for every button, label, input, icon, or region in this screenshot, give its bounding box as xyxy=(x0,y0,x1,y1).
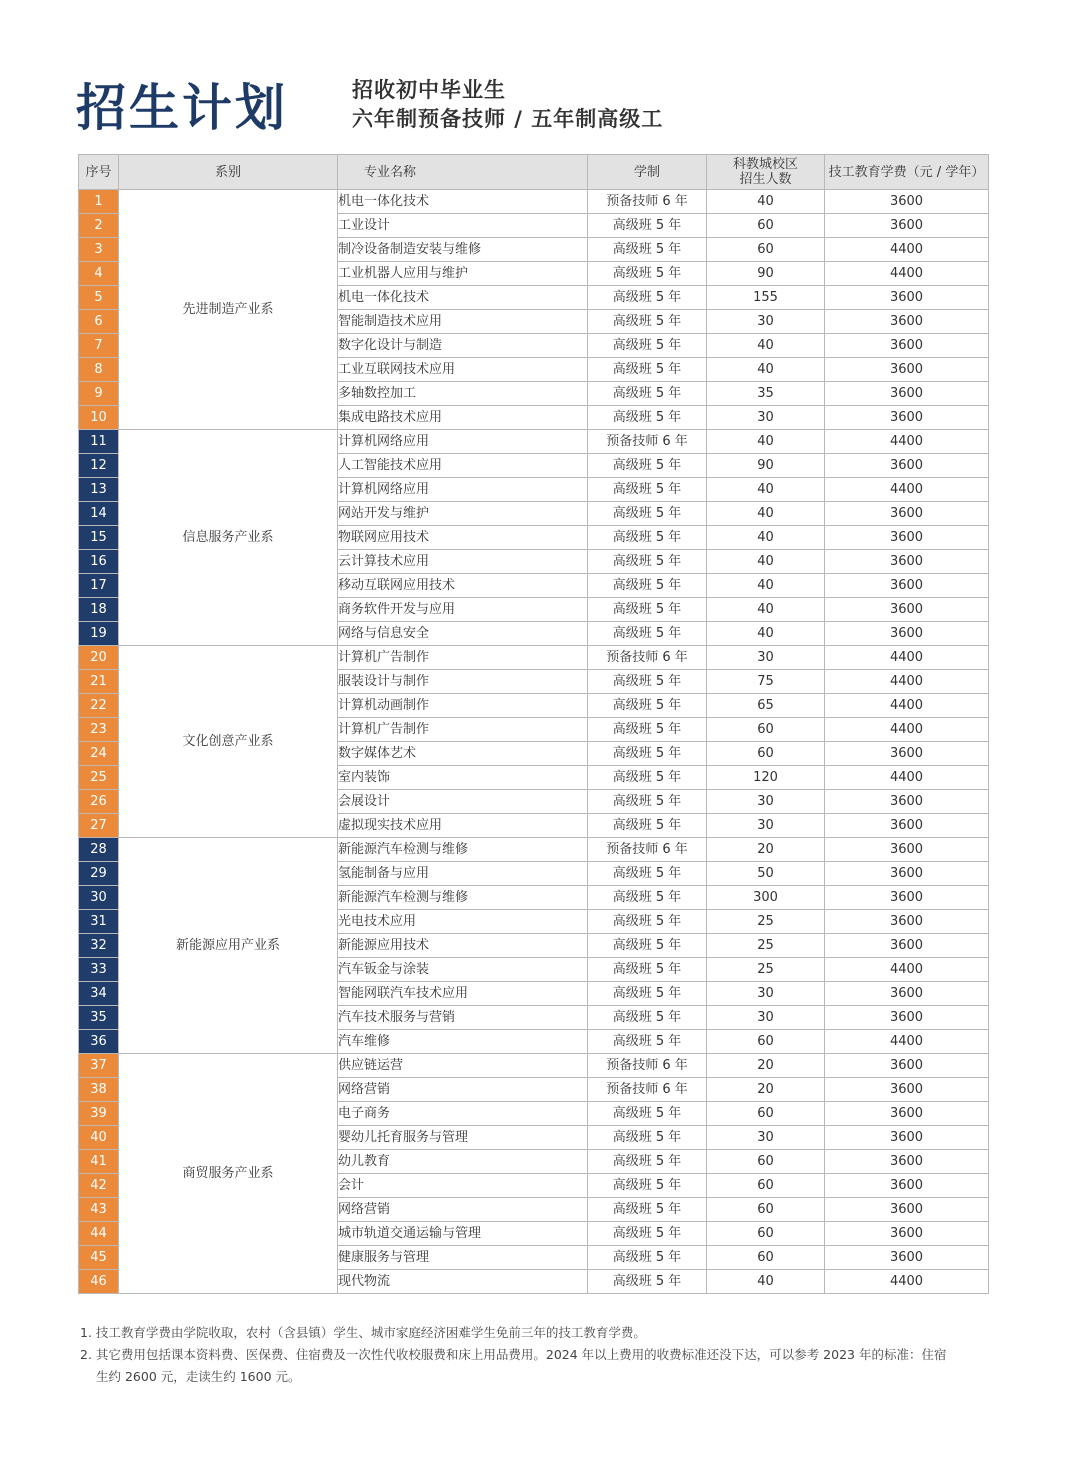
program-cell: 高级班 5 年 xyxy=(588,1198,707,1222)
tuition-cell: 4400 xyxy=(825,646,989,670)
major-cell: 幼儿教育 xyxy=(338,1150,588,1174)
tuition-cell: 3600 xyxy=(825,1246,989,1270)
quota-cell: 30 xyxy=(707,406,825,430)
table-row xyxy=(79,190,989,214)
row-index: 5 xyxy=(79,286,119,310)
row-index: 12 xyxy=(79,454,119,478)
row-index: 1 xyxy=(79,190,119,214)
program-cell: 高级班 5 年 xyxy=(588,670,707,694)
header-quota: 科教城校区 招生人数 xyxy=(707,155,825,190)
footnote-1: 1. 技工教育学费由学院收取，农村（含县镇）学生、城市家庭经济困难学生免前三年的技工教育学费。 xyxy=(80,1325,646,1340)
page-title: 招生计划 xyxy=(76,79,288,137)
row-index: 28 xyxy=(79,838,119,862)
program-cell: 高级班 5 年 xyxy=(588,550,707,574)
tuition-cell: 3600 xyxy=(825,1222,989,1246)
tuition-cell: 3600 xyxy=(825,550,989,574)
quota-cell: 50 xyxy=(707,862,825,886)
quota-cell: 30 xyxy=(707,646,825,670)
department-cell: 商贸服务产业系 xyxy=(119,1054,338,1294)
row-index: 3 xyxy=(79,238,119,262)
quota-cell: 60 xyxy=(707,718,825,742)
major-cell: 集成电路技术应用 xyxy=(338,406,588,430)
major-cell: 电子商务 xyxy=(338,1102,588,1126)
program-cell: 高级班 5 年 xyxy=(588,622,707,646)
tuition-cell: 3600 xyxy=(825,358,989,382)
major-cell: 网络与信息安全 xyxy=(338,622,588,646)
major-cell: 新能源应用技术 xyxy=(338,934,588,958)
row-index: 37 xyxy=(79,1054,119,1078)
quota-cell: 90 xyxy=(707,262,825,286)
tuition-cell: 4400 xyxy=(825,766,989,790)
quota-cell: 20 xyxy=(707,838,825,862)
quota-cell: 30 xyxy=(707,1006,825,1030)
major-cell: 智能制造技术应用 xyxy=(338,310,588,334)
program-cell: 高级班 5 年 xyxy=(588,766,707,790)
quota-cell: 60 xyxy=(707,1246,825,1270)
tuition-cell: 3600 xyxy=(825,982,989,1006)
table-row xyxy=(79,430,989,454)
row-index: 24 xyxy=(79,742,119,766)
header-major: 专业名称 xyxy=(338,155,588,190)
row-index: 8 xyxy=(79,358,119,382)
program-cell: 高级班 5 年 xyxy=(588,910,707,934)
row-index: 9 xyxy=(79,382,119,406)
major-cell: 移动互联网应用技术 xyxy=(338,574,588,598)
program-cell: 高级班 5 年 xyxy=(588,934,707,958)
major-cell: 机电一体化技术 xyxy=(338,286,588,310)
row-index: 27 xyxy=(79,814,119,838)
tuition-cell: 4400 xyxy=(825,694,989,718)
quota-cell: 60 xyxy=(707,742,825,766)
quota-cell: 60 xyxy=(707,1030,825,1054)
program-cell: 高级班 5 年 xyxy=(588,958,707,982)
program-cell: 高级班 5 年 xyxy=(588,982,707,1006)
program-cell: 高级班 5 年 xyxy=(588,814,707,838)
program-cell: 高级班 5 年 xyxy=(588,478,707,502)
major-cell: 工业互联网技术应用 xyxy=(338,358,588,382)
row-index: 34 xyxy=(79,982,119,1006)
major-cell: 商务软件开发与应用 xyxy=(338,598,588,622)
quota-cell: 120 xyxy=(707,766,825,790)
quota-cell: 30 xyxy=(707,982,825,1006)
tuition-cell: 3600 xyxy=(825,838,989,862)
major-cell: 多轴数控加工 xyxy=(338,382,588,406)
major-cell: 计算机广告制作 xyxy=(338,646,588,670)
header-index: 序号 xyxy=(79,155,119,190)
quota-cell: 60 xyxy=(707,1102,825,1126)
major-cell: 物联网应用技术 xyxy=(338,526,588,550)
major-cell: 会计 xyxy=(338,1174,588,1198)
quota-cell: 30 xyxy=(707,814,825,838)
row-index: 11 xyxy=(79,430,119,454)
major-cell: 汽车技术服务与营销 xyxy=(338,1006,588,1030)
tuition-cell: 3600 xyxy=(825,502,989,526)
major-cell: 工业设计 xyxy=(338,214,588,238)
quota-cell: 40 xyxy=(707,574,825,598)
table-row xyxy=(79,838,989,862)
department-cell: 先进制造产业系 xyxy=(119,190,338,430)
row-index: 2 xyxy=(79,214,119,238)
program-cell: 高级班 5 年 xyxy=(588,262,707,286)
row-index: 16 xyxy=(79,550,119,574)
tuition-cell: 3600 xyxy=(825,286,989,310)
tuition-cell: 3600 xyxy=(825,622,989,646)
program-cell: 高级班 5 年 xyxy=(588,598,707,622)
tuition-cell: 3600 xyxy=(825,454,989,478)
table-header-row xyxy=(79,155,989,190)
table-row xyxy=(79,646,989,670)
row-index: 4 xyxy=(79,262,119,286)
program-cell: 高级班 5 年 xyxy=(588,454,707,478)
row-index: 31 xyxy=(79,910,119,934)
tuition-cell: 3600 xyxy=(825,742,989,766)
tuition-cell: 3600 xyxy=(825,382,989,406)
quota-cell: 20 xyxy=(707,1054,825,1078)
major-cell: 人工智能技术应用 xyxy=(338,454,588,478)
program-cell: 高级班 5 年 xyxy=(588,1174,707,1198)
row-index: 33 xyxy=(79,958,119,982)
header-tuition: 技工教育学费（元 / 学年） xyxy=(825,155,989,190)
major-cell: 制冷设备制造安装与维修 xyxy=(338,238,588,262)
footnotes xyxy=(80,1322,980,1388)
tuition-cell: 3600 xyxy=(825,1006,989,1030)
quota-cell: 40 xyxy=(707,622,825,646)
major-cell: 婴幼儿托育服务与管理 xyxy=(338,1126,588,1150)
quota-cell: 60 xyxy=(707,1150,825,1174)
quota-cell: 40 xyxy=(707,358,825,382)
tuition-cell: 3600 xyxy=(825,814,989,838)
program-cell: 高级班 5 年 xyxy=(588,502,707,526)
quota-cell: 25 xyxy=(707,958,825,982)
row-index: 6 xyxy=(79,310,119,334)
major-cell: 数字媒体艺术 xyxy=(338,742,588,766)
table-row xyxy=(79,1054,989,1078)
row-index: 20 xyxy=(79,646,119,670)
quota-cell: 60 xyxy=(707,1174,825,1198)
major-cell: 云计算技术应用 xyxy=(338,550,588,574)
major-cell: 智能网联汽车技术应用 xyxy=(338,982,588,1006)
row-index: 22 xyxy=(79,694,119,718)
row-index: 26 xyxy=(79,790,119,814)
tuition-cell: 3600 xyxy=(825,526,989,550)
footnote-2: 2. 其它费用包括课本资料费、医保费、住宿费及一次性代收校服费和床上用品费用。2024 年以上费用的收费标准还没下达，可以参考 2023 年的标准：住宿 xyxy=(80,1347,947,1362)
tuition-cell: 4400 xyxy=(825,670,989,694)
quota-cell: 60 xyxy=(707,238,825,262)
tuition-cell: 4400 xyxy=(825,1030,989,1054)
program-cell: 高级班 5 年 xyxy=(588,1222,707,1246)
row-index: 7 xyxy=(79,334,119,358)
header-department: 系别 xyxy=(119,155,338,190)
quota-cell: 25 xyxy=(707,934,825,958)
table-body xyxy=(79,190,989,1294)
major-cell: 供应链运营 xyxy=(338,1054,588,1078)
quota-cell: 40 xyxy=(707,598,825,622)
department-cell: 文化创意产业系 xyxy=(119,646,338,838)
row-index: 38 xyxy=(79,1078,119,1102)
major-cell: 会展设计 xyxy=(338,790,588,814)
program-cell: 高级班 5 年 xyxy=(588,382,707,406)
quota-cell: 75 xyxy=(707,670,825,694)
tuition-cell: 4400 xyxy=(825,1270,989,1294)
row-index: 30 xyxy=(79,886,119,910)
row-index: 14 xyxy=(79,502,119,526)
tuition-cell: 3600 xyxy=(825,910,989,934)
header-program: 学制 xyxy=(588,155,707,190)
quota-cell: 20 xyxy=(707,1078,825,1102)
program-cell: 高级班 5 年 xyxy=(588,526,707,550)
major-cell: 健康服务与管理 xyxy=(338,1246,588,1270)
tuition-cell: 3600 xyxy=(825,934,989,958)
program-cell: 高级班 5 年 xyxy=(588,862,707,886)
row-index: 25 xyxy=(79,766,119,790)
tuition-cell: 4400 xyxy=(825,958,989,982)
program-cell: 高级班 5 年 xyxy=(588,1102,707,1126)
tuition-cell: 3600 xyxy=(825,574,989,598)
tuition-cell: 4400 xyxy=(825,718,989,742)
quota-cell: 40 xyxy=(707,502,825,526)
program-cell: 高级班 5 年 xyxy=(588,1246,707,1270)
quota-cell: 40 xyxy=(707,526,825,550)
tuition-cell: 3600 xyxy=(825,214,989,238)
program-cell: 高级班 5 年 xyxy=(588,1126,707,1150)
quota-cell: 60 xyxy=(707,214,825,238)
row-index: 44 xyxy=(79,1222,119,1246)
row-index: 39 xyxy=(79,1102,119,1126)
tuition-cell: 3600 xyxy=(825,790,989,814)
major-cell: 计算机网络应用 xyxy=(338,478,588,502)
row-index: 23 xyxy=(79,718,119,742)
tuition-cell: 4400 xyxy=(825,430,989,454)
row-index: 36 xyxy=(79,1030,119,1054)
major-cell: 汽车维修 xyxy=(338,1030,588,1054)
major-cell: 新能源汽车检测与维修 xyxy=(338,886,588,910)
row-index: 29 xyxy=(79,862,119,886)
row-index: 18 xyxy=(79,598,119,622)
row-index: 45 xyxy=(79,1246,119,1270)
row-index: 15 xyxy=(79,526,119,550)
tuition-cell: 3600 xyxy=(825,334,989,358)
program-cell: 高级班 5 年 xyxy=(588,1030,707,1054)
program-cell: 预备技师 6 年 xyxy=(588,1078,707,1102)
row-index: 35 xyxy=(79,1006,119,1030)
quota-cell: 40 xyxy=(707,190,825,214)
quota-cell: 40 xyxy=(707,478,825,502)
row-index: 13 xyxy=(79,478,119,502)
major-cell: 光电技术应用 xyxy=(338,910,588,934)
quota-cell: 65 xyxy=(707,694,825,718)
footnote-2-cont: 生约 2600 元，走读生约 1600 元。 xyxy=(96,1369,301,1384)
quota-cell: 30 xyxy=(707,310,825,334)
program-cell: 高级班 5 年 xyxy=(588,406,707,430)
quota-cell: 60 xyxy=(707,1222,825,1246)
quota-cell: 300 xyxy=(707,886,825,910)
quota-cell: 40 xyxy=(707,334,825,358)
quota-cell: 40 xyxy=(707,550,825,574)
program-cell: 高级班 5 年 xyxy=(588,310,707,334)
row-index: 43 xyxy=(79,1198,119,1222)
major-cell: 新能源汽车检测与维修 xyxy=(338,838,588,862)
program-cell: 高级班 5 年 xyxy=(588,358,707,382)
quota-cell: 25 xyxy=(707,910,825,934)
program-cell: 高级班 5 年 xyxy=(588,1150,707,1174)
program-cell: 高级班 5 年 xyxy=(588,238,707,262)
major-cell: 计算机网络应用 xyxy=(338,430,588,454)
row-index: 32 xyxy=(79,934,119,958)
program-cell: 高级班 5 年 xyxy=(588,286,707,310)
program-cell: 预备技师 6 年 xyxy=(588,430,707,454)
tuition-cell: 3600 xyxy=(825,886,989,910)
program-cell: 预备技师 6 年 xyxy=(588,1054,707,1078)
major-cell: 网站开发与维护 xyxy=(338,502,588,526)
major-cell: 机电一体化技术 xyxy=(338,190,588,214)
row-index: 46 xyxy=(79,1270,119,1294)
tuition-cell: 4400 xyxy=(825,478,989,502)
program-cell: 高级班 5 年 xyxy=(588,574,707,598)
program-cell: 高级班 5 年 xyxy=(588,1006,707,1030)
quota-cell: 155 xyxy=(707,286,825,310)
row-index: 40 xyxy=(79,1126,119,1150)
row-index: 17 xyxy=(79,574,119,598)
quota-cell: 35 xyxy=(707,382,825,406)
quota-cell: 40 xyxy=(707,1270,825,1294)
tuition-cell: 3600 xyxy=(825,1054,989,1078)
major-cell: 计算机动画制作 xyxy=(338,694,588,718)
program-cell: 高级班 5 年 xyxy=(588,718,707,742)
major-cell: 氢能制备与应用 xyxy=(338,862,588,886)
tuition-cell: 3600 xyxy=(825,406,989,430)
quota-cell: 60 xyxy=(707,1198,825,1222)
program-cell: 高级班 5 年 xyxy=(588,790,707,814)
quota-cell: 40 xyxy=(707,430,825,454)
tuition-cell: 3600 xyxy=(825,862,989,886)
department-cell: 新能源应用产业系 xyxy=(119,838,338,1054)
program-cell: 高级班 5 年 xyxy=(588,694,707,718)
subtitle-line-1: 招收初中毕业生 xyxy=(352,78,506,102)
program-cell: 预备技师 6 年 xyxy=(588,646,707,670)
program-cell: 预备技师 6 年 xyxy=(588,838,707,862)
program-cell: 高级班 5 年 xyxy=(588,334,707,358)
major-cell: 工业机器人应用与维护 xyxy=(338,262,588,286)
major-cell: 服装设计与制作 xyxy=(338,670,588,694)
quota-cell: 30 xyxy=(707,1126,825,1150)
major-cell: 网络营销 xyxy=(338,1078,588,1102)
tuition-cell: 4400 xyxy=(825,262,989,286)
tuition-cell: 3600 xyxy=(825,310,989,334)
major-cell: 数字化设计与制造 xyxy=(338,334,588,358)
program-cell: 高级班 5 年 xyxy=(588,214,707,238)
tuition-cell: 3600 xyxy=(825,1102,989,1126)
tuition-cell: 3600 xyxy=(825,1078,989,1102)
tuition-cell: 3600 xyxy=(825,1198,989,1222)
tuition-cell: 3600 xyxy=(825,1174,989,1198)
quota-cell: 30 xyxy=(707,790,825,814)
major-cell: 计算机广告制作 xyxy=(338,718,588,742)
program-cell: 高级班 5 年 xyxy=(588,742,707,766)
program-cell: 预备技师 6 年 xyxy=(588,190,707,214)
major-cell: 汽车钣金与涂装 xyxy=(338,958,588,982)
program-cell: 高级班 5 年 xyxy=(588,886,707,910)
major-cell: 虚拟现实技术应用 xyxy=(338,814,588,838)
row-index: 42 xyxy=(79,1174,119,1198)
tuition-cell: 4400 xyxy=(825,238,989,262)
tuition-cell: 3600 xyxy=(825,190,989,214)
major-cell: 城市轨道交通运输与管理 xyxy=(338,1222,588,1246)
subtitle-line-2: 六年制预备技师 / 五年制高级工 xyxy=(352,107,664,131)
quota-cell: 90 xyxy=(707,454,825,478)
row-index: 19 xyxy=(79,622,119,646)
major-cell: 室内装饰 xyxy=(338,766,588,790)
department-cell: 信息服务产业系 xyxy=(119,430,338,646)
enrollment-plan-table xyxy=(78,154,989,1294)
tuition-cell: 3600 xyxy=(825,1126,989,1150)
program-cell: 高级班 5 年 xyxy=(588,1270,707,1294)
row-index: 21 xyxy=(79,670,119,694)
row-index: 10 xyxy=(79,406,119,430)
major-cell: 网络营销 xyxy=(338,1198,588,1222)
row-index: 41 xyxy=(79,1150,119,1174)
tuition-cell: 3600 xyxy=(825,1150,989,1174)
tuition-cell: 3600 xyxy=(825,598,989,622)
major-cell: 现代物流 xyxy=(338,1270,588,1294)
